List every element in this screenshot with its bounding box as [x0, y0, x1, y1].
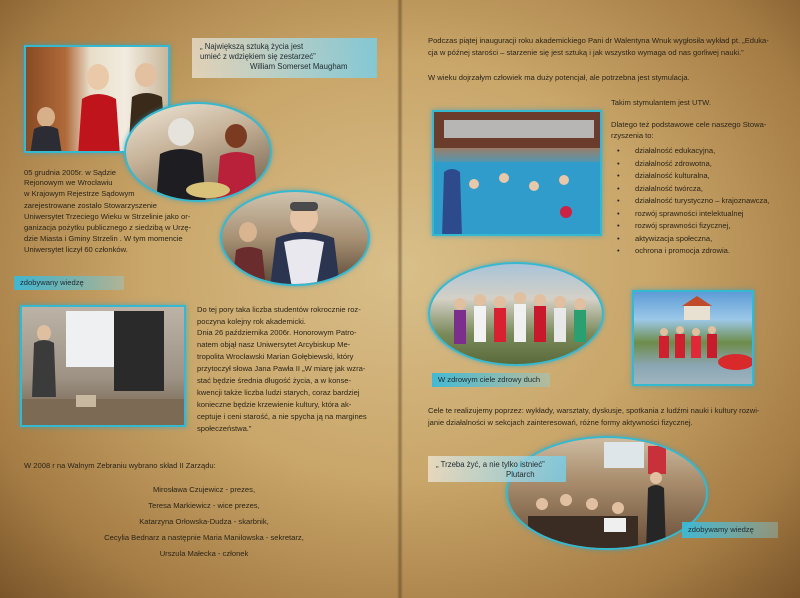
history-line: ceptuje i ceni starość, a nie spycha ją na margines [197, 412, 367, 421]
potential-text: W wieku dojrzałym człowiek ma duży potencjał, ale potrzebna jest stymulacja. [428, 73, 690, 82]
lecture-line: Podczas piątej inauguracji roku akademickiego Pani dr Walentyna Wnuk wygłosiła wykład pt. „Eduka- [428, 36, 769, 45]
photo-nordic-walking-oval [428, 262, 604, 366]
board-member: Teresa Markiewicz - wice prezes, [148, 500, 260, 510]
board-member: Cecylia Bednarz a następnie Maria Manilowska - sekretarz, [104, 532, 304, 542]
photo-pool-scene [434, 112, 602, 236]
photo-classroom [20, 305, 186, 427]
goal-item: • rozwój sprawności fizycznej, [635, 221, 730, 230]
quote-maugham [192, 38, 377, 78]
history-line: poczyna kolejny rok akademicki. [197, 317, 306, 326]
methods-line: janie działalności w sekcjach zainteresowań, różne formy aktywności fizycznej. [428, 418, 693, 427]
photo-rafting [632, 290, 754, 386]
photo-pool [432, 110, 602, 236]
goals-intro: rzyszenia to: [611, 131, 654, 140]
photo-lecture-hall-oval [506, 436, 708, 550]
goal-item: • działalność twórcza, [635, 184, 703, 193]
board-member: Katarzyna Orłowska-Dudza - skarbnik, [139, 516, 269, 526]
goal-item: • działalność kulturalna, [635, 171, 710, 180]
goal-item: • działalność turystyczno – krajoznawcza, [635, 196, 770, 205]
quote-plutarch-text: „ Trzeba żyć, a nie tylko istnieć” [436, 460, 545, 469]
photo-workshop-oval [124, 102, 272, 202]
history-line: tropolita Wrocławski Marian Gołębiewski, który [197, 352, 354, 361]
methods-line: Cele te realizujemy poprzez: wykłady, warsztaty, dyskusje, spotkania z ludźmi nauki i kultury rozwi- [428, 406, 760, 415]
history-line: Do tej pory taka liczba studentów rokrocznie roz- [197, 305, 361, 314]
intro-line: zarejestrowane zostało Stowarzyszenie [24, 201, 157, 210]
history-line: konieczne będzie krzewienie kultury, która ak- [197, 400, 352, 409]
stimulant-text: Takim stymulantem jest UTW. [611, 98, 712, 107]
intro-line: ganizacja pożytku publicznego z siedzibą w Urzę- [24, 223, 192, 232]
board-member: Mirosława Czujewicz - prezes, [152, 484, 256, 494]
quote-plutarch [428, 456, 566, 482]
quote-maugham-author: William Somerset Maugham [250, 62, 348, 71]
intro-line: Rejonowym we Wrocławiu [24, 178, 113, 187]
goal-item: • ochrona i promocja zdrowia. [635, 246, 730, 255]
history-line: społeczeństwa.” [197, 424, 252, 433]
history-line: przytoczył słowa Jana Pawła II „W miarę jak wzra- [197, 364, 366, 373]
intro-line: dzie Miasta i Gminy Strzelin . W tym momencie [24, 234, 183, 243]
quote-maugham-text-1: „ Największą sztuką życia jest [200, 42, 304, 51]
quote-plutarch-author: Plutarch [506, 470, 535, 479]
photo-workshop-figures [126, 104, 272, 202]
goal-item: • aktywizacja społeczna, [635, 234, 712, 243]
intro-line: Uniwersytet Trzeciego Wieku w Strzelinie jako or- [24, 212, 191, 221]
history-line: kwencji także liczba ludzi starych, coraz bardziej [197, 388, 360, 397]
photo-nordic-walking-group [430, 264, 604, 366]
goals-intro: Dlatego też podstawowe cele naszego Stowa- [611, 120, 767, 129]
caption-knowledge-right: zdobywamy wiedzę [682, 522, 778, 538]
intro-line: w Krajowym Rejestrze Sądowym [24, 189, 135, 198]
caption-health: W zdrowym ciele zdrowy duch [432, 373, 550, 387]
photo-lecturer-figures [222, 192, 370, 286]
history-line: Dnia 26 października 2006r. Honorowym Patro- [197, 328, 357, 337]
board-intro: W 2008 r na Walnym Zebraniu wybrano skład II Zarządu: [24, 461, 216, 470]
goal-item: • rozwój sprawności intelektualnej [635, 209, 743, 218]
photo-classroom-scene [22, 307, 186, 427]
goal-item: • działalność edukacyjna, [635, 146, 715, 155]
lecture-line: cja w późnej starości – starzenie się jest sztuką i jak wszystko wymaga od nas gorliwej nauki.” [428, 48, 744, 57]
photo-lecturer-oval [220, 190, 370, 286]
page-fold [397, 0, 403, 598]
photo-lecture-hall-scene [508, 438, 708, 550]
photo-rafting-scene [634, 292, 754, 386]
caption-knowledge-left: zdobywany wiedzę [14, 276, 124, 290]
quote-maugham-text-2: umieć z wdziękiem się zestarzeć” [200, 52, 316, 61]
intro-line: 05 grudnia 2005r. w Sądzie [24, 168, 117, 177]
goal-item: • działalność zdrowotna, [635, 159, 712, 168]
history-line: stać będzie średnia długość życia, a w konse- [197, 376, 352, 385]
history-line: natem objął nasz Uniwersytet Arcybiskup Me- [197, 340, 351, 349]
intro-line: Uniwersytet liczył 60 członków. [24, 245, 128, 254]
board-member: Urszula Małecka - członek [159, 548, 249, 558]
